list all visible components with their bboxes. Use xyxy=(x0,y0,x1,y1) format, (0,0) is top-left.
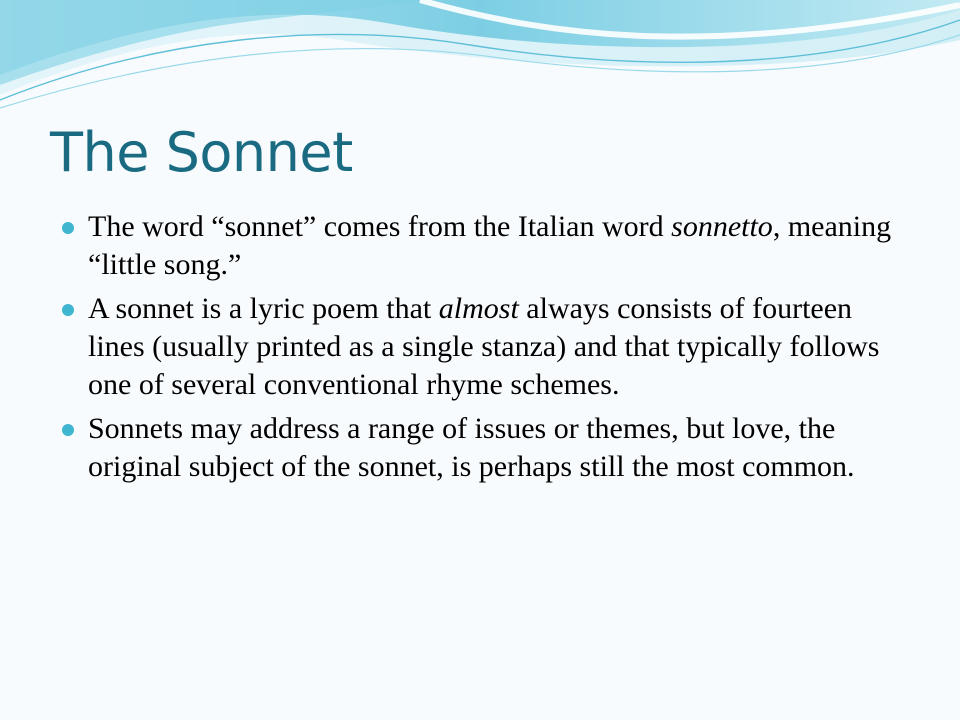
header-wave-decoration xyxy=(0,0,960,120)
bullet-text: Sonnets may address a range of issues or themes, but love, the original subject of the sonnet, is perhaps still the most common. xyxy=(88,412,855,483)
bullet-list xyxy=(60,208,900,492)
bullet-dot-icon xyxy=(62,222,74,234)
bullet-text: A sonnet is a lyric poem that almost always consists of fourteen lines (usually printed as a single stanza) and that typically follows one of several conventional rhyme schemes. xyxy=(88,292,880,401)
bullet-item xyxy=(60,290,900,404)
bullet-item xyxy=(60,208,900,284)
slide-title: The Sonnet xyxy=(50,121,353,184)
bullet-dot-icon xyxy=(62,424,74,436)
bullet-item xyxy=(60,410,900,486)
bullet-dot-icon xyxy=(62,304,74,316)
bullet-text: The word “sonnet” comes from the Italian word sonnetto, meaning “little song.” xyxy=(88,210,892,281)
